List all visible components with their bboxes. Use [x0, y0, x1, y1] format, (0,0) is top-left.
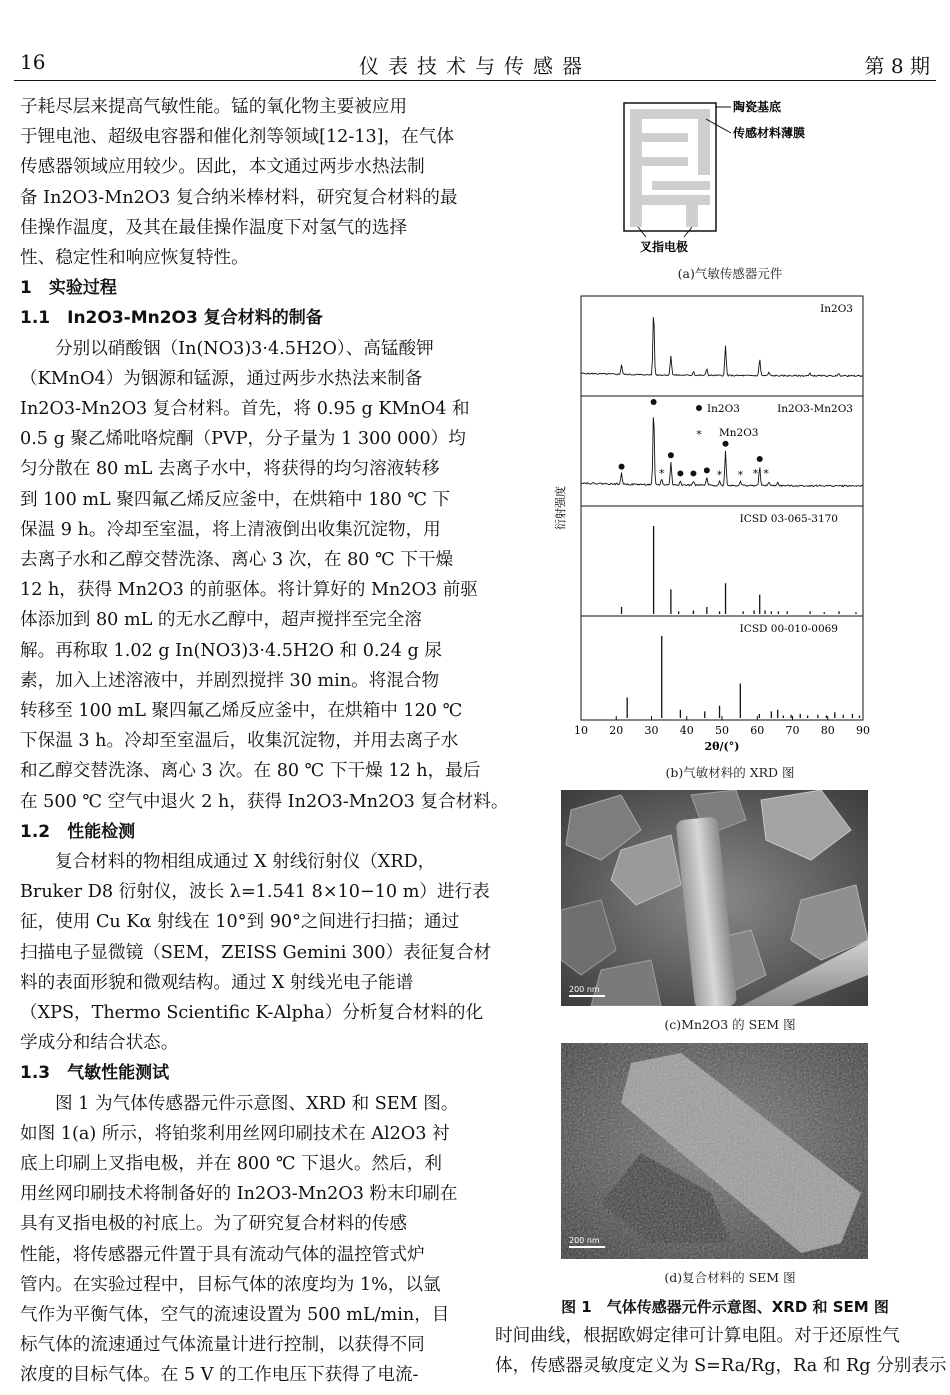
body-text-line: 扫描电子显微镜（SEM，ZEISS Gemini 300）表征复合材 [20, 942, 492, 963]
body-text-line: 素，加入上述溶液中，并剧烈搅拌 30 min。将混合物 [20, 670, 440, 691]
body-text-line: 佳操作温度，及其在最佳操作温度下对氢气的选择 [20, 217, 408, 238]
section-heading: 1.2 性能检测 [20, 821, 136, 842]
section-heading: 1.1 In2O3-Mn2O3 复合材料的制备 [20, 308, 323, 329]
body-text-line: Bruker D8 衍射仪，波长 λ=1.541 8×10−10 m）进行表 [20, 882, 490, 903]
body-text-line: 0.5 g 聚乙烯吡咯烷酮（PVP，分子量为 1 300 000）均 [20, 429, 466, 450]
label-electrode: 叉指电极 [640, 240, 689, 254]
right-text-line: 时间曲线，根据欧姆定律可计算电阻。对于还原性气 [495, 1326, 900, 1346]
body-text-line: 于锂电池、超级电容器和催化剂等领域[12-13]，在气体 [20, 127, 454, 148]
body-text-line: 匀分散在 80 mL 去离子水中，将获得的均匀溶液转移 [20, 459, 440, 480]
section-heading: 1 实验过程 [20, 278, 117, 299]
mn2o3-marker: * [763, 466, 769, 480]
body-text-line: 保温 9 h。冷却至室温，将上清液倒出收集沉淀物，用 [20, 519, 441, 540]
legend-in2o3-symbol [696, 405, 702, 411]
caption-b: (b)气敏材料的 XRD 图 [665, 765, 795, 780]
right-text-line: 体，传感器灵敏度定义为 S=Ra/Rg，Ra 和 Rg 分别表示 [495, 1356, 947, 1376]
in2o3-marker [723, 441, 729, 447]
x-tick-label: 60 [750, 724, 765, 737]
section-heading: 1.3 气敏性能测试 [20, 1063, 170, 1084]
body-text-line: 性能，将传感器元件置于具有流动气体的温控管式炉 [20, 1244, 425, 1265]
xrd-chart [548, 284, 888, 760]
body-text-line: 料的表面形貌和微观结构。通过 X 射线光电子能谱 [20, 972, 414, 993]
x-tick-label: 90 [856, 724, 870, 737]
label-film: 传感材料薄膜 [733, 126, 806, 140]
body-text-line: 用丝网印刷技术将制备好的 In2O3-Mn2O3 粉末印刷在 [20, 1184, 458, 1205]
sem-image-composite [561, 1043, 868, 1259]
x-tick-label: 40 [679, 724, 694, 737]
body-text-line: （XPS，Thermo Scientific K-Alpha）分析复合材料的化 [20, 1003, 484, 1023]
in2o3-marker [619, 464, 625, 470]
legend-in2o3: In2O3 [707, 403, 740, 415]
in2o3-marker [704, 467, 710, 473]
page-number: 16 [20, 50, 46, 74]
mn2o3-marker: * [737, 468, 744, 482]
sem-image-mn2o3 [561, 790, 868, 1006]
xrd-frame [581, 296, 863, 720]
body-text-line: 下保温 3 h。冷却至室温后，收集沉淀物，并用去离子水 [20, 731, 459, 752]
panel-label: In2O3 [820, 303, 853, 315]
figure-main-caption: 图 1 气体传感器元件示意图、XRD 和 SEM 图 [561, 1298, 889, 1316]
left-column [0, 92, 509, 1392]
scale-bar-c: 200 nm [569, 985, 600, 994]
in2o3-marker [677, 470, 683, 476]
body-text-line: 分别以硝酸铟（In(NO3)3·4.5H2O）、高锰酸钾 [55, 338, 434, 359]
caption-d: (d)复合材料的 SEM 图 [664, 1270, 796, 1285]
body-text-line: 气作为平衡气体，空气的流速设置为 500 mL/min，目 [20, 1305, 450, 1325]
body-text-line: 性、稳定性和响应恢复特性。 [20, 248, 249, 268]
body-text-line: 在 500 ℃ 空气中退火 2 h，获得 In2O3-Mn2O3 复合材料。 [20, 791, 509, 812]
mn2o3-marker: * [658, 466, 665, 480]
scale-bar-d: 200 nm [569, 1236, 600, 1245]
y-axis-label: 衍射强度 [554, 486, 567, 530]
in2o3-marker [757, 456, 763, 462]
panel-label: ICSD 00-010-0069 [739, 623, 838, 635]
label-substrate: 陶瓷基底 [733, 100, 782, 114]
x-tick-label: 70 [785, 724, 800, 737]
x-tick-label: 10 [574, 724, 588, 737]
caption-c: (c)Mn2O3 的 SEM 图 [664, 1017, 796, 1032]
legend-mn2o3: Mn2O3 [719, 427, 759, 439]
body-text-line: 标气体的流速通过气体流量计进行控制，以获得不同 [20, 1335, 425, 1356]
caption-a: (a)气敏传感器元件 [677, 266, 783, 281]
x-tick-label: 50 [715, 724, 729, 737]
body-text-line: In2O3-Mn2O3 复合材料。首先，将 0.95 g KMnO4 和 [20, 399, 470, 419]
in2o3-marker [651, 399, 657, 405]
x-tick-label: 20 [609, 724, 624, 737]
body-text-line: 学成分和结合状态。 [20, 1033, 179, 1054]
body-text-line: 图 1 为气体传感器元件示意图、XRD 和 SEM 图。 [55, 1093, 459, 1114]
body-text-line: 浓度的目标气体。在 5 V 的工作电压下获得了电流- [20, 1365, 419, 1386]
body-text-line: 体添加到 80 mL 的无水乙醇中，超声搅拌至完全溶 [20, 610, 422, 631]
body-text-line: 底上印刷上叉指电极，并在 800 ℃ 下退火。然后，利 [20, 1154, 442, 1174]
body-text-line: （KMnO4）为铟源和锰源，通过两步水热法来制备 [20, 368, 423, 389]
body-text-line: 如图 1(a) 所示，将铂浆利用丝网印刷技术在 Al2O3 衬 [20, 1123, 450, 1144]
legend-mn2o3-symbol: * [696, 428, 702, 441]
mn2o3-marker: * [752, 466, 759, 480]
sensor-schematic [596, 95, 846, 260]
body-text-line: 12 h，获得 Mn2O3 的前驱体。将计算好的 Mn2O3 前驱 [20, 580, 478, 601]
body-text-line: 和乙醇交替洗涤、离心 3 次。在 80 ℃ 下干燥 12 h，最后 [20, 761, 481, 782]
in2o3-marker [690, 470, 696, 476]
x-axis-label: 2θ/(°) [704, 740, 740, 753]
body-text-line: 具有叉指电极的衬底上。为了研究复合材料的传感 [20, 1214, 408, 1235]
in2o3-marker [668, 452, 674, 458]
body-text-line: 解。再称取 1.02 g In(NO3)3·4.5H2O 和 0.24 g 尿 [20, 640, 442, 661]
body-text-line: 征，使用 Cu Kα 射线在 10°到 90°之间进行扫描；通过 [20, 912, 460, 933]
page-header [0, 0, 950, 80]
body-text-line: 子耗尽层来提高气敏性能。锰的氧化物主要被应用 [20, 97, 408, 117]
body-text-line: 管内。在实验过程中，目标气体的浓度均为 1%，以氩 [20, 1274, 441, 1295]
x-tick-label: 80 [820, 724, 835, 737]
mn2o3-marker: * [716, 468, 723, 482]
body-text-line: 复合材料的物相组成通过 X 射线衍射仪（XRD， [55, 852, 436, 872]
journal-title: 仪表技术与传感器 [359, 54, 591, 78]
body-text-line: 到 100 mL 聚四氟乙烯反应釜中，在烘箱中 180 ℃ 下 [20, 489, 451, 510]
xrd-curve-0 [581, 317, 863, 376]
body-text-line: 去离子水和乙醇交替洗涤、离心 3 次，在 80 ℃ 下干燥 [20, 550, 454, 570]
panel-label: In2O3-Mn2O3 [777, 403, 853, 415]
header-rule [14, 80, 936, 81]
body-text-line: 转移至 100 mL 聚四氟乙烯反应釜中，在烘箱中 120 ℃ [20, 701, 463, 721]
x-tick-label: 30 [644, 724, 659, 737]
body-text-line: 传感器领域应用较少。因此，本文通过两步水热法制 [20, 157, 425, 178]
panel-label: ICSD 03-065-3170 [739, 513, 838, 525]
issue-number: 第 8 期 [864, 54, 930, 78]
body-text-line: 备 In2O3-Mn2O3 复合纳米棒材料，研究复合材料的最 [20, 187, 458, 208]
